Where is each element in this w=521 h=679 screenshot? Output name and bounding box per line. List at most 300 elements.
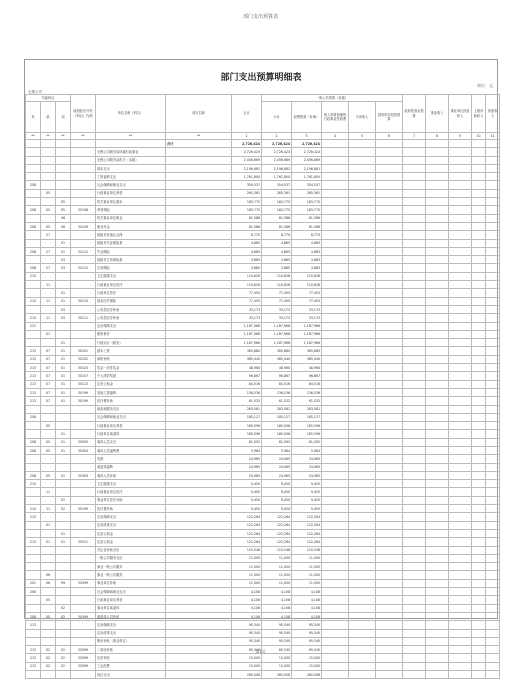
allocation-cell: 48,960: [292, 364, 322, 372]
total-cell: 11,000: [232, 571, 262, 579]
total-cell: 185,127: [232, 413, 262, 421]
subtotal-cell: 122,264: [262, 513, 292, 521]
func-xiang-cell: [56, 422, 71, 430]
empty-cell: [376, 455, 403, 463]
total-cell: 81,586: [232, 222, 262, 230]
table-row: [26, 330, 500, 338]
table-row: [26, 272, 500, 280]
func-xiang-cell: [56, 330, 71, 338]
table-row: [26, 563, 500, 571]
func-xiang-cell: 01: [56, 430, 71, 438]
empty-cell: [449, 314, 472, 322]
allocation-cell: 24,965: [292, 471, 322, 479]
subtotal-cell: 265,361: [262, 189, 292, 197]
func-lei-cell: 213: [26, 372, 41, 380]
func-kuan-cell: [41, 621, 56, 629]
func-lei-cell: 208: [26, 471, 41, 479]
unit-name-cell: 一般公共服务支出: [96, 554, 166, 562]
table-row: [26, 471, 500, 479]
subtotal-cell: 185,596: [262, 422, 292, 430]
func-xiang-cell: 02: [56, 662, 71, 670]
subtotal-cell: 4,885: [262, 239, 292, 247]
empty-cell: [322, 579, 349, 587]
unit-name-cell: 失业保险: [96, 247, 166, 255]
func-kuan-cell: [41, 289, 56, 297]
summary-cell: [166, 364, 232, 372]
empty-cell: [449, 297, 472, 305]
empty-cell: [349, 181, 376, 189]
total-cell: 9,450: [232, 496, 262, 504]
unit-name-cell: 工资福利支出: [96, 173, 166, 181]
func-kuan-cell: 02: [41, 646, 56, 654]
func-kuan-cell: [41, 496, 56, 504]
empty-cell: [486, 189, 500, 197]
func-kuan-cell: 07: [41, 347, 56, 355]
empty-cell: [376, 173, 403, 181]
empty-cell: [472, 554, 486, 562]
empty-cell: [472, 372, 486, 380]
func-lei-cell: [26, 604, 41, 612]
empty-cell: [376, 480, 403, 488]
func-xiang-cell: 01: [56, 438, 71, 446]
empty-cell: [403, 222, 426, 230]
empty-cell: [472, 297, 486, 305]
allocation-cell: 110,548: [292, 546, 322, 554]
summary-cell: [166, 222, 232, 230]
empty-cell: [449, 222, 472, 230]
subtotal-cell: 354,537: [262, 181, 292, 189]
unit-name-cell: 医疗费补助: [96, 505, 166, 513]
econ-code-cell: 30113: [71, 380, 96, 388]
unit-name-cell: 基本医疗保险: [96, 297, 166, 305]
func-lei-cell: [26, 463, 41, 471]
empty-cell: [322, 355, 349, 363]
empty-cell: [376, 206, 403, 214]
empty-cell: [426, 579, 449, 587]
total-cell: 4,885: [232, 239, 262, 247]
subtotal-cell: 15,000: [262, 654, 292, 662]
empty-cell: [322, 621, 349, 629]
summary-cell: [166, 189, 232, 197]
empty-cell: [472, 239, 486, 247]
total-cell: 183,775: [232, 198, 262, 206]
summary-cell: [166, 322, 232, 330]
empty-cell: [426, 588, 449, 596]
unit-label: 单位：元: [477, 83, 493, 88]
header-cat-i: 其他收入: [486, 95, 500, 133]
total-cell: 61,532: [232, 397, 262, 405]
empty-cell: [449, 289, 472, 297]
empty-cell: [349, 455, 376, 463]
total-cell: 183,775: [232, 206, 262, 214]
func-kuan-cell: 05: [41, 446, 56, 454]
allocation-cell: 185,127: [292, 413, 322, 421]
empty-cell: [376, 330, 403, 338]
func-kuan-cell: [41, 629, 56, 637]
header-cat-f: 事业收入: [426, 95, 449, 133]
func-kuan-cell: 05: [41, 206, 56, 214]
empty-cell: [486, 480, 500, 488]
func-kuan-cell: [41, 588, 56, 596]
func-xiang-cell: 01: [56, 380, 71, 388]
empty-cell: [472, 347, 486, 355]
econ-code-cell: 30399: [71, 579, 96, 587]
allocation-cell: 3,885: [292, 256, 322, 264]
empty-cell: [426, 256, 449, 264]
econ-code-cell: [71, 164, 96, 172]
unit-name-cell: 社会保障和就业支出: [96, 181, 166, 189]
empty-cell: [376, 264, 403, 272]
header-lei: 类: [26, 102, 41, 133]
summary-cell: [166, 463, 232, 471]
econ-code-cell: [71, 546, 96, 554]
empty-cell: [322, 612, 349, 620]
unit-name-cell: 工会经费: [96, 662, 166, 670]
subtotal-cell: 4,108: [262, 612, 292, 620]
subtotal-cell: 9,450: [262, 488, 292, 496]
func-kuan-cell: [41, 413, 56, 421]
subtotal-cell: 1,187,966: [262, 330, 292, 338]
empty-cell: [486, 355, 500, 363]
empty-cell: [449, 513, 472, 521]
empty-cell: [403, 156, 426, 164]
func-kuan-cell: 11: [41, 505, 56, 513]
empty-cell: [349, 471, 376, 479]
index-cell: 6: [376, 133, 403, 140]
allocation-cell: 2,726,424: [292, 140, 322, 148]
total-cell: 365,880: [232, 347, 262, 355]
total-cell: 77,455: [232, 289, 262, 297]
empty-cell: [403, 413, 426, 421]
empty-cell: [349, 198, 376, 206]
unit-name-cell: 行政事业单位养老: [96, 596, 166, 604]
summary-cell: 合计: [166, 140, 232, 148]
func-kuan-cell: 07: [41, 397, 56, 405]
table-row: [26, 164, 500, 172]
allocation-cell: 183,775: [292, 206, 322, 214]
empty-cell: [486, 554, 500, 562]
func-lei-cell: [26, 164, 41, 172]
summary-cell: [166, 256, 232, 264]
empty-cell: [486, 206, 500, 214]
summary-cell: [166, 297, 232, 305]
summary-cell: [166, 214, 232, 222]
subtotal-cell: 77,455: [262, 289, 292, 297]
empty-cell: [376, 488, 403, 496]
empty-cell: [403, 281, 426, 289]
unit-name-cell: 基本支出: [96, 164, 166, 172]
empty-cell: [472, 430, 486, 438]
allocation-cell: 4,885: [292, 239, 322, 247]
empty-cell: [349, 264, 376, 272]
empty-cell: [449, 480, 472, 488]
total-cell: 11,000: [232, 563, 262, 571]
empty-cell: [449, 505, 472, 513]
unit-name-cell: 住房公积金: [96, 529, 166, 537]
empty-cell: [449, 546, 472, 554]
empty-cell: [472, 546, 486, 554]
empty-cell: [486, 505, 500, 513]
empty-cell: [349, 629, 376, 637]
empty-cell: [376, 322, 403, 330]
subtotal-cell: 24,965: [262, 455, 292, 463]
subtotal-cell: 24,965: [262, 471, 292, 479]
table-row: [26, 256, 500, 264]
allocation-cell: 33,173: [292, 314, 322, 322]
empty-cell: [349, 380, 376, 388]
summary-cell: [166, 289, 232, 297]
empty-cell: [322, 281, 349, 289]
empty-cell: [426, 397, 449, 405]
econ-code-cell: 30112: [71, 247, 96, 255]
unit-name-cell: 商品和服务支出: [96, 405, 166, 413]
empty-cell: [322, 455, 349, 463]
empty-cell: [472, 529, 486, 537]
unit-name-cell: 住房保障支出: [96, 322, 166, 330]
econ-code-cell: [71, 156, 96, 164]
total-cell: 1,187,966: [232, 330, 262, 338]
empty-cell: [472, 505, 486, 513]
func-xiang-cell: 05: [56, 206, 71, 214]
empty-cell: [403, 654, 426, 662]
func-lei-cell: 208: [26, 588, 41, 596]
func-xiang-cell: [56, 463, 71, 471]
header-kuan: 款: [41, 102, 56, 133]
allocation-cell: 33,173: [292, 305, 322, 313]
empty-cell: [472, 355, 486, 363]
header-econ: 政府经济分类（科目）代码: [71, 95, 96, 133]
empty-cell: [426, 471, 449, 479]
func-kuan-cell: 07: [41, 372, 56, 380]
empty-cell: [403, 214, 426, 222]
empty-cell: [486, 256, 500, 264]
summary-cell: [166, 588, 232, 596]
func-kuan-cell: [41, 156, 56, 164]
empty-cell: [449, 272, 472, 280]
empty-cell: [426, 281, 449, 289]
empty-cell: [403, 364, 426, 372]
empty-cell: [449, 247, 472, 255]
func-xiang-cell: 01: [56, 471, 71, 479]
empty-cell: [403, 480, 426, 488]
table-row: [26, 505, 500, 513]
allocation-cell: 9,450: [292, 480, 322, 488]
empty-cell: [449, 455, 472, 463]
func-lei-cell: 213: [26, 654, 41, 662]
func-lei-cell: [26, 189, 41, 197]
summary-cell: [166, 513, 232, 521]
unit-name-cell: 二套房补贴: [96, 646, 166, 654]
empty-cell: [486, 405, 500, 413]
index-cell: 2: [262, 133, 292, 140]
empty-cell: [449, 322, 472, 330]
summary-cell: [166, 272, 232, 280]
empty-cell: [486, 662, 500, 670]
total-cell: 15,000: [232, 654, 262, 662]
empty-cell: [403, 629, 426, 637]
empty-cell: [449, 612, 472, 620]
table-row: [26, 463, 500, 471]
subtotal-cell: 283,581: [262, 405, 292, 413]
empty-cell: [376, 380, 403, 388]
empty-cell: [449, 554, 472, 562]
empty-cell: [376, 596, 403, 604]
func-lei-cell: 208: [26, 181, 41, 189]
empty-cell: [349, 596, 376, 604]
subtotal-cell: 110,548: [262, 546, 292, 554]
unit-name-cell: 养老保险: [96, 206, 166, 214]
empty-cell: [349, 189, 376, 197]
empty-cell: [426, 164, 449, 172]
func-kuan-cell: 05: [41, 471, 56, 479]
total-cell: 5,984: [232, 446, 262, 454]
empty-cell: [426, 662, 449, 670]
empty-cell: [486, 546, 500, 554]
func-kuan-cell: [41, 546, 56, 554]
table-row: [26, 496, 500, 504]
func-kuan-cell: [41, 463, 56, 471]
empty-cell: [322, 148, 349, 156]
econ-code-cell: [71, 231, 96, 239]
econ-code-cell: [71, 637, 96, 645]
empty-cell: [403, 256, 426, 264]
header-general: 一般公共预算（市级）: [262, 95, 403, 102]
empty-cell: [322, 488, 349, 496]
empty-cell: [376, 563, 403, 571]
allocation-cell: 24,965: [292, 455, 322, 463]
empty-cell: [322, 571, 349, 579]
empty-cell: [486, 488, 500, 496]
summary-cell: [166, 488, 232, 496]
econ-code-cell: [71, 339, 96, 347]
econ-code-cell: [71, 239, 96, 247]
empty-cell: [349, 422, 376, 430]
empty-cell: [376, 654, 403, 662]
page-title: 部门支出预算明细表: [220, 73, 302, 83]
econ-code-cell: 30199: [71, 388, 96, 396]
empty-cell: [472, 538, 486, 546]
subtotal-cell: 183,775: [262, 206, 292, 214]
allocation-cell: 136,536: [292, 388, 322, 396]
empty-cell: [426, 330, 449, 338]
summary-cell: [166, 604, 232, 612]
empty-cell: [426, 189, 449, 197]
summary-cell: [166, 164, 232, 172]
empty-cell: [376, 289, 403, 297]
empty-cell: [403, 272, 426, 280]
func-lei-cell: 208: [26, 222, 41, 230]
total-cell: 95,340: [232, 621, 262, 629]
subtotal-cell: 3,885: [262, 256, 292, 264]
econ-code-cell: [71, 588, 96, 596]
header-cat-h: 上级补助收入: [472, 95, 486, 133]
func-xiang-cell: 01: [56, 347, 71, 355]
empty-cell: [349, 322, 376, 330]
empty-cell: [403, 173, 426, 181]
summary-cell: [166, 579, 232, 587]
unit-name-cell: 事业一般公共服务: [96, 563, 166, 571]
empty-cell: [486, 164, 500, 172]
total-cell: 260,008: [232, 671, 262, 679]
empty-cell: [376, 339, 403, 347]
index-cell: 8: [426, 133, 449, 140]
subtotal-cell: 2,196,681: [262, 164, 292, 172]
econ-code-cell: [71, 513, 96, 521]
table-row: [26, 173, 500, 181]
subtotal-cell: 8,770: [262, 231, 292, 239]
index-cell: **: [41, 133, 56, 140]
unit-name-cell: 卫生健康支出: [96, 480, 166, 488]
empty-cell: [486, 214, 500, 222]
empty-cell: [349, 297, 376, 305]
total-cell: 122,264: [232, 529, 262, 537]
empty-cell: [486, 397, 500, 405]
econ-code-cell: [71, 140, 96, 148]
allocation-cell: 385,440: [292, 355, 322, 363]
total-cell: 24,965: [232, 463, 262, 471]
empty-cell: [426, 156, 449, 164]
empty-cell: [486, 629, 500, 637]
empty-cell: [472, 446, 486, 454]
subtotal-cell: 4,108: [262, 604, 292, 612]
func-xiang-cell: 02: [56, 612, 71, 620]
empty-cell: [449, 388, 472, 396]
index-cell: 1: [232, 133, 262, 140]
summary-cell: [166, 330, 232, 338]
table-row: [26, 364, 500, 372]
func-lei-cell: [26, 596, 41, 604]
empty-cell: [322, 189, 349, 197]
table-row: [26, 297, 500, 305]
func-kuan-cell: 05: [41, 189, 56, 197]
summary-cell: [166, 198, 232, 206]
empty-cell: [486, 247, 500, 255]
empty-cell: [449, 571, 472, 579]
func-kuan-cell: [41, 181, 56, 189]
empty-cell: [472, 214, 486, 222]
econ-code-cell: 30199: [71, 505, 96, 513]
empty-cell: [376, 505, 403, 513]
func-lei-cell: 201: [26, 579, 41, 587]
econ-code-cell: [71, 571, 96, 579]
subtotal-cell: 81,586: [262, 214, 292, 222]
empty-cell: [322, 181, 349, 189]
unit-name-cell: 行政事业单位养老: [96, 189, 166, 197]
empty-cell: [426, 372, 449, 380]
summary-cell: [166, 596, 232, 604]
econ-code-cell: [71, 413, 96, 421]
allocation-cell: 95,340: [292, 629, 322, 637]
allocation-cell: 2,196,681: [292, 164, 322, 172]
empty-cell: [426, 305, 449, 313]
empty-cell: [449, 662, 472, 670]
table-row: [26, 662, 500, 670]
empty-cell: [449, 339, 472, 347]
unit-name-cell: 个人绩效奖励: [96, 372, 166, 380]
allocation-cell: 15,000: [292, 662, 322, 670]
econ-code-cell: [71, 455, 96, 463]
allocation-cell: 1,187,966: [292, 330, 322, 338]
empty-cell: [403, 588, 426, 596]
total-cell: 95,340: [232, 637, 262, 645]
empty-cell: [472, 480, 486, 488]
empty-cell: [349, 521, 376, 529]
empty-cell: [376, 281, 403, 289]
empty-cell: [426, 339, 449, 347]
summary-cell: [166, 181, 232, 189]
empty-cell: [486, 372, 500, 380]
func-xiang-cell: [56, 637, 71, 645]
